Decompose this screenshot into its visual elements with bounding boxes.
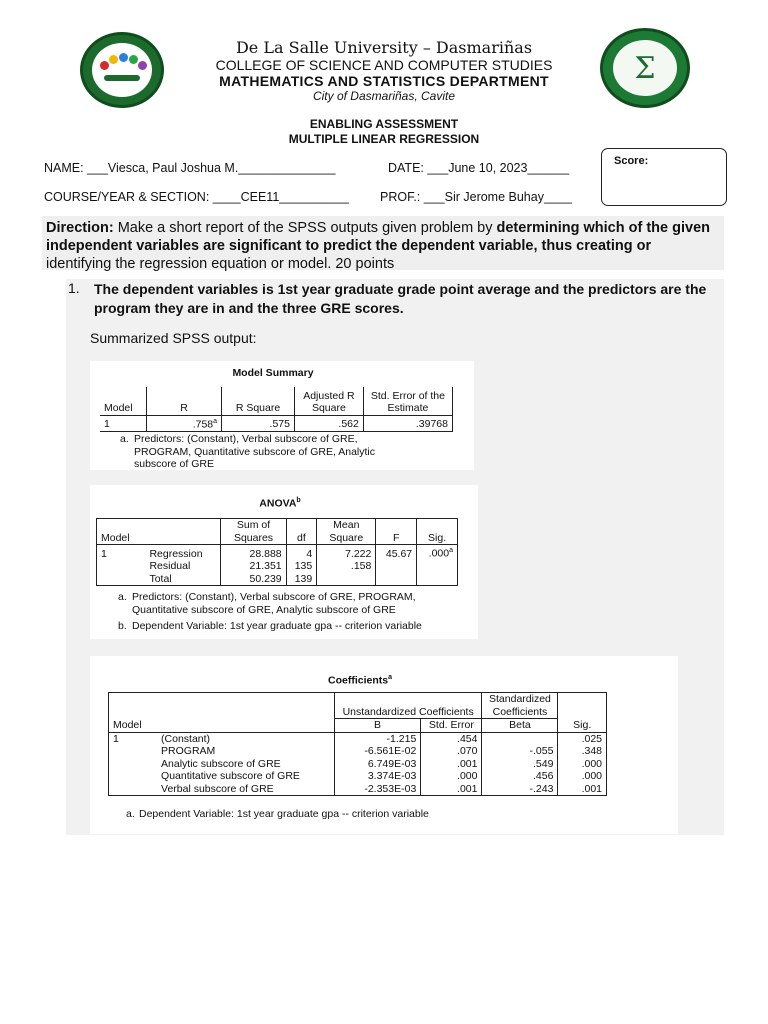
table-cell: 4 [286,545,317,561]
document-subtitle: MULTIPLE LINEAR REGRESSION [288,132,480,146]
professor-field: PROF.: ___Sir Jerome Buhay____ [380,190,572,204]
col-header: Std. Error [421,719,482,733]
anova-title [90,497,470,510]
table-cell [417,545,458,561]
table-cell: -.243 [482,783,558,796]
col-header: df [286,519,317,545]
coefficients-table [108,692,607,796]
name-field: NAME: ___Viesca, Paul Joshua M.______________ [44,161,336,175]
score-box [601,148,727,206]
model-summary-title: Model Summary [232,367,314,379]
table-row [109,745,607,758]
table-cell [157,693,334,719]
anova-title-superscript: b [296,497,301,504]
table-cell [109,745,158,758]
table-row [109,770,607,783]
direction-text-2: identifying the regression equation or model. 20 points [46,256,395,272]
table-cell: 21.351 [221,560,286,573]
table-row [97,545,458,561]
score-label: Score: [614,155,649,167]
sig-superscript: a [449,547,453,554]
col-header [145,519,220,545]
college-name: COLLEGE OF SCIENCE AND COMPUTER STUDIES [215,57,553,73]
anova-table [96,518,458,586]
table-cell [317,573,376,586]
table-row [97,560,458,573]
footnote-letter: a. [120,433,129,445]
table-cell: Residual [145,560,220,573]
table-cell [109,770,158,783]
model-summary-table [100,387,453,432]
table-cell: 45.67 [376,545,417,561]
table-cell: .070 [421,745,482,758]
table-cell: 1 [101,547,107,560]
table-cell: .562 [294,415,363,431]
footnote-letter: b. [118,620,127,632]
table-cell: .158 [317,560,376,573]
table-cell: 7.222 [317,545,376,561]
table-cell [417,560,458,573]
table-cell: Regression [145,545,220,561]
footnote-letter: a. [126,808,135,820]
table-header-row [100,387,453,415]
col-header: R [147,387,222,415]
direction-label: Direction: [46,220,114,236]
table-cell: 135 [286,560,317,573]
table-cell: .025 [581,732,602,745]
table-cell: Quantitative subscore of GRE [157,770,334,783]
table-cell: -.055 [482,745,558,758]
table-cell [109,758,158,771]
col-header: Sig. [573,719,592,731]
table-cell: Verbal subscore of GRE [157,783,334,796]
coefficients-title-text: Coefficients [328,674,389,687]
table-cell [376,573,417,586]
table-cell: PROGRAM [157,745,334,758]
direction-text-1: Make a short report of the SPSS outputs given problem by [113,220,497,236]
table-cell [97,573,146,586]
table-cell: -1.215 [334,732,421,745]
col-header: F [376,519,417,545]
table-cell: .000 [421,770,482,783]
table-cell [147,415,222,431]
direction-paragraph [42,216,724,270]
table-row [109,783,607,796]
table-cell [376,560,417,573]
university-name: De La Salle University – Dasmariñas [235,38,533,57]
model-summary-footnote: Predictors: (Constant), Verbal subscore of GRE, PROGRAM, Quantitative subscore of GRE, Analytic subscore of GRE [134,433,376,470]
coefficients-title [90,674,630,687]
table-group-header-row [109,693,607,719]
table-cell: -6.561E-02 [334,745,421,758]
department-seal-logo: Σ [600,28,690,108]
course-field: COURSE/YEAR & SECTION: ____CEE11__________ [44,190,349,204]
question-number: 1. [68,280,80,296]
coefficients-footnote: Dependent Variable: 1st year graduate gpa -- criterion variable [139,808,429,820]
anova-footnote-a: Predictors: (Constant), Verbal subscore of GRE, PROGRAM, Quantitative subscore of GRE, Analytic subscore of GRE [132,591,416,616]
coefficients-title-superscript: a [388,674,392,681]
anova-footnote-b: Dependent Variable: 1st year graduate gpa -- criterion variable [132,620,422,632]
question-text: The dependent variables is 1st year graduate grade point average and the predictors are the program they are in and the three GRE scores. [94,281,707,316]
group-header: Unstandardized Coefficients [334,693,482,719]
table-cell: .000 [581,770,602,782]
table-cell: .001 [581,782,602,795]
table-cell: .454 [421,732,482,745]
sig-value: .000 [428,547,450,560]
table-cell: .575 [222,415,295,431]
col-header: Adjusted R Square [294,387,363,415]
col-header: Sum of Squares [221,519,286,545]
summary-intro: Summarized SPSS output: [90,330,257,346]
table-cell: 1 [100,415,147,431]
col-header: Beta [482,719,558,733]
coefficients-panel [90,656,678,834]
table-cell: .348 [581,745,602,757]
group-header: Standardized Coefficients [482,693,558,719]
city-name: City of Dasmariñas, Cavite [312,89,456,103]
table-cell: 1 [113,732,119,745]
table-row [109,732,607,745]
table-row [109,758,607,771]
table-cell [482,732,558,745]
table-cell: 3.374E-03 [334,770,421,783]
col-header: Model [100,387,147,415]
table-cell: .001 [421,758,482,771]
table-cell: (Constant) [157,732,334,745]
model-summary-panel [90,361,474,470]
table-cell: 6.749E-03 [334,758,421,771]
table-cell: .39768 [363,415,452,431]
r-value: .758 [192,418,214,430]
table-row [97,573,458,586]
col-header: R Square [222,387,295,415]
footnote-letter: a. [118,591,127,603]
table-cell [97,560,146,573]
col-header: Sig. [428,531,447,544]
col-header [157,719,334,733]
col-header: Model [101,531,130,544]
table-cell: .000 [581,757,602,770]
table-cell [417,573,458,586]
table-cell [558,693,607,719]
table-header-row [109,719,607,733]
document-title: ENABLING ASSESSMENT [309,117,459,131]
anova-panel [90,485,478,639]
direction-text-bold: determining which of the given independent variables are significant to predict the dependent variable, thus creating or [46,220,711,254]
table-cell: .001 [421,783,482,796]
anova-title-text: ANOVA [259,497,297,510]
table-cell: 28.888 [221,545,286,561]
table-cell: .549 [482,758,558,771]
table-cell [109,693,158,719]
table-cell: Analytic subscore of GRE [157,758,334,771]
table-cell: 139 [286,573,317,586]
table-cell: Total [145,573,220,586]
date-field: DATE: ___June 10, 2023______ [388,161,570,175]
table-row [100,415,453,431]
col-header: B [334,719,421,733]
col-header: Mean Square [317,519,376,545]
table-header-row [97,519,458,545]
department-name: MATHEMATICS AND STATISTICS DEPARTMENT [219,73,549,89]
table-cell [109,783,158,796]
r-superscript: a [213,417,218,425]
table-cell: -2.353E-03 [334,783,421,796]
col-header: Model [113,719,142,731]
col-header: Std. Error of the Estimate [363,387,452,415]
table-cell: 50.239 [221,573,286,586]
table-cell: .456 [482,770,558,783]
